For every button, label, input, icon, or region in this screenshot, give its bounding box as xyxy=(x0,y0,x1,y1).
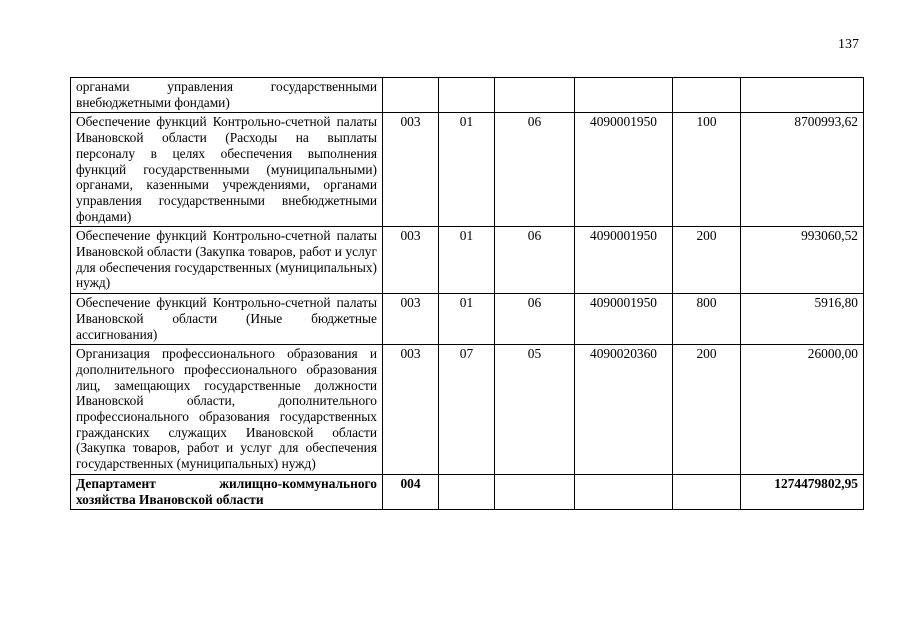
section-code: 01 xyxy=(439,294,495,345)
expense-type-code xyxy=(673,474,741,509)
row-description-text: Департамент жилищно-коммунального хозяйства Ивановской области xyxy=(76,475,377,507)
row-description-text: Организация профессионального образования и дополнительного профессионального образования лиц, замещающих государственные должности Ивановской области, дополнительного профессионального образования государственных гражданских служащих Ивановской области (Закупка товаров, работ и услуг для обеспечения государственных (муниципальных) нужд) xyxy=(76,346,377,472)
row-description xyxy=(71,294,383,345)
section-code xyxy=(439,474,495,509)
amount-value: 8700993,62 xyxy=(741,113,864,227)
section-code: 01 xyxy=(439,113,495,227)
section-code: 07 xyxy=(439,345,495,475)
target-article-code: 4090020360 xyxy=(575,345,673,475)
ministry-code: 004 xyxy=(383,474,439,509)
subsection-code: 05 xyxy=(495,345,575,475)
amount-value: 26000,00 xyxy=(741,345,864,475)
row-description xyxy=(71,345,383,475)
amount-value: 993060,52 xyxy=(741,227,864,294)
target-article-code: 4090001950 xyxy=(575,227,673,294)
expense-type-code xyxy=(673,78,741,113)
table-row xyxy=(71,294,864,345)
ministry-code: 003 xyxy=(383,227,439,294)
subsection-code: 06 xyxy=(495,227,575,294)
row-description xyxy=(71,474,383,509)
expense-type-code: 200 xyxy=(673,227,741,294)
ministry-code: 003 xyxy=(383,294,439,345)
section-code: 01 xyxy=(439,227,495,294)
budget-table-body xyxy=(71,78,864,510)
expense-type-code: 100 xyxy=(673,113,741,227)
table-row xyxy=(71,345,864,475)
table-row xyxy=(71,78,864,113)
target-article-code: 4090001950 xyxy=(575,113,673,227)
target-article-code xyxy=(575,474,673,509)
section-code xyxy=(439,78,495,113)
subsection-code: 06 xyxy=(495,294,575,345)
expense-type-code: 800 xyxy=(673,294,741,345)
table-row xyxy=(71,113,864,227)
amount-value: 1274479802,95 xyxy=(741,474,864,509)
budget-table xyxy=(70,77,864,510)
subsection-code: 06 xyxy=(495,113,575,227)
expense-type-code: 200 xyxy=(673,345,741,475)
ministry-code xyxy=(383,78,439,113)
subsection-code xyxy=(495,474,575,509)
row-description-text: органами управления государственными внебюджетными фондами) xyxy=(76,79,377,110)
amount-value xyxy=(741,78,864,113)
page-number: 137 xyxy=(838,37,859,52)
ministry-code: 003 xyxy=(383,345,439,475)
target-article-code: 4090001950 xyxy=(575,294,673,345)
table-row xyxy=(71,227,864,294)
row-description xyxy=(71,227,383,294)
ministry-code: 003 xyxy=(383,113,439,227)
row-description-text: Обеспечение функций Контрольно-счетной палаты Ивановской области (Расходы на выплаты персоналу в целях обеспечения выполнения функций государственными (муниципальными) органами, казенными учреждениями, органами управления государственными внебюджетными фондами) xyxy=(76,114,377,224)
subsection-code xyxy=(495,78,575,113)
row-description xyxy=(71,78,383,113)
row-description-text: Обеспечение функций Контрольно-счетной палаты Ивановской области (Иные бюджетные ассигнования) xyxy=(76,295,377,342)
amount-value: 5916,80 xyxy=(741,294,864,345)
row-description-text: Обеспечение функций Контрольно-счетной палаты Ивановской области (Закупка товаров, работ и услуг для обеспечения государственных (муниципальных) нужд) xyxy=(76,228,377,291)
row-description xyxy=(71,113,383,227)
target-article-code xyxy=(575,78,673,113)
table-row xyxy=(71,474,864,509)
